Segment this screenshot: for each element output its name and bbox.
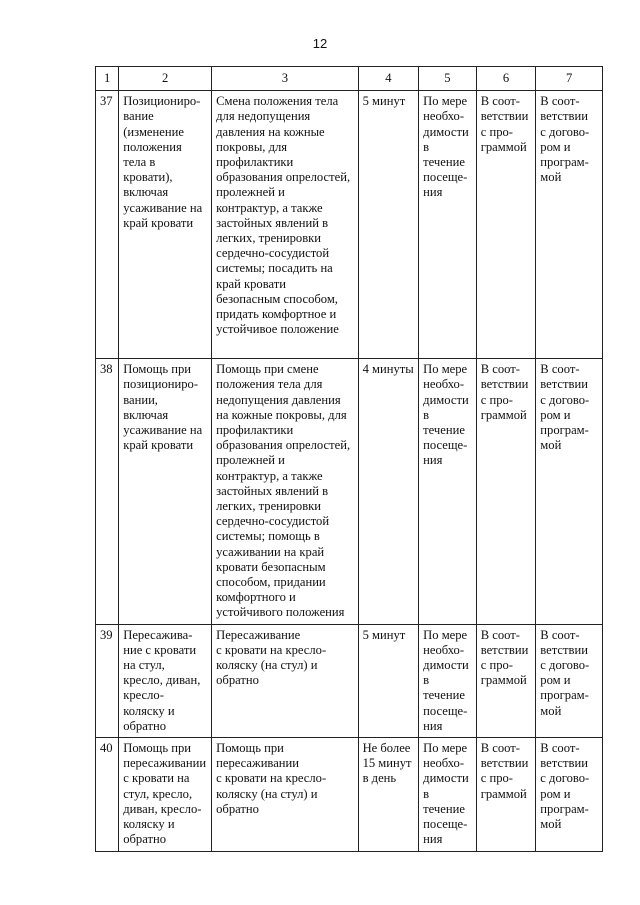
service-duration: 5 минут: [358, 91, 419, 359]
services-table: [95, 66, 603, 852]
column-header: 6: [476, 67, 536, 91]
service-program: В соот- ветствии с про- граммой: [476, 359, 536, 624]
row-number: 37: [96, 91, 119, 359]
service-description: Пересаживание с кровати на кресло- коляску (на стул) и обратно: [212, 624, 358, 737]
service-name: Пересажива- ние с кровати на стул, кресло, диван, кресло- коляску и обратно: [119, 624, 212, 737]
service-description: Помощь при смене положения тела для недопущения давления на кожные покровы, для профилактики образования опрелостей, пролежней и контрактур, а также застойных явлений в легких, тренировки сердечно-сосудистой системы; помощь в усаживании на край кровати безопасным способом, придании комфортного и устойчивого положения: [212, 359, 358, 624]
service-duration: Не более 15 минут в день: [358, 738, 419, 851]
column-header: 5: [419, 67, 477, 91]
column-header: 7: [536, 67, 603, 91]
service-name: Позициониро- вание (изменение положения тела в кровати), включая усаживание на край кровати: [119, 91, 212, 359]
service-frequency: По мере необхо- димости в течение посеще- ния: [419, 624, 477, 737]
service-contract: В соот- ветствии с догово- ром и програм- мой: [536, 91, 603, 359]
row-number: 38: [96, 359, 119, 624]
service-frequency: По мере необхо- димости в течение посеще- ния: [419, 738, 477, 851]
column-header: 4: [358, 67, 419, 91]
table-row: [96, 359, 603, 624]
service-name: Помощь при позициониро- вании, включая усаживание на край кровати: [119, 359, 212, 624]
service-contract: В соот- ветствии с догово- ром и програм- мой: [536, 624, 603, 737]
service-contract: В соот- ветствии с догово- ром и програм- мой: [536, 738, 603, 851]
service-frequency: По мере необхо- димости в течение посеще- ния: [419, 91, 477, 359]
table-row: [96, 624, 603, 737]
header-row: [96, 67, 603, 91]
row-number: 39: [96, 624, 119, 737]
service-description: Смена положения тела для недопущения давления на кожные покровы, для профилактики образования опрелостей, пролежней и контрактур, а также застойных явлений в легких, тренировки сердечно-сосудистой системы; посадить на край кровати безопасным способом, придать комфортное и устойчивое положение: [212, 91, 358, 359]
service-program: В соот- ветствии с про- граммой: [476, 91, 536, 359]
column-header: 3: [212, 67, 358, 91]
service-program: В соот- ветствии с про- граммой: [476, 738, 536, 851]
service-program: В соот- ветствии с про- граммой: [476, 624, 536, 737]
service-duration: 4 минуты: [358, 359, 419, 624]
column-header: 2: [119, 67, 212, 91]
service-frequency: По мере необхо- димости в течение посеще- ния: [419, 359, 477, 624]
service-description: Помощь при пересаживании с кровати на кресло- коляску (на стул) и обратно: [212, 738, 358, 851]
service-contract: В соот- ветствии с догово- ром и програм- мой: [536, 359, 603, 624]
row-number: 40: [96, 738, 119, 851]
column-header: 1: [96, 67, 119, 91]
table-row: [96, 91, 603, 359]
page-number: 12: [312, 36, 328, 51]
service-duration: 5 минут: [358, 624, 419, 737]
table-row: [96, 738, 603, 851]
service-name: Помощь при пересаживании с кровати на стул, кресло, диван, кресло- коляску и обратно: [119, 738, 212, 851]
